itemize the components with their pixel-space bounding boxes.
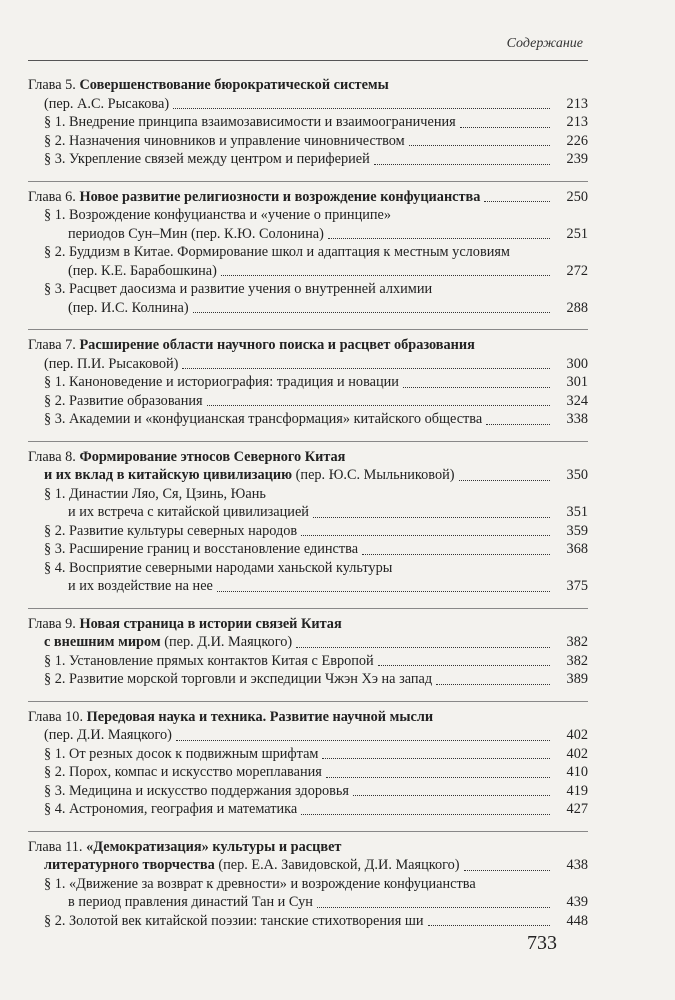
page-ref: 272 bbox=[566, 262, 588, 279]
page-ref: 351 bbox=[566, 504, 588, 520]
dot-leader bbox=[173, 107, 550, 109]
page-ref: 338 bbox=[566, 411, 588, 427]
dot-leader bbox=[484, 200, 550, 202]
page-ref: 300 bbox=[566, 355, 588, 372]
entry-title: (пер. Д.И. Маяцкого) bbox=[44, 727, 172, 743]
toc-chapter bbox=[28, 608, 588, 689]
page-ref: 226 bbox=[566, 132, 588, 149]
entry-title: и их воздействие на нее bbox=[68, 578, 213, 594]
page-ref: 301 bbox=[566, 374, 588, 390]
page-ref: 402 bbox=[566, 727, 588, 743]
toc-entry bbox=[28, 782, 588, 801]
page-ref: 382 bbox=[566, 634, 588, 650]
entry-title: в период правления династий Тан и Сун bbox=[68, 894, 313, 910]
toc-entry-text bbox=[44, 522, 297, 541]
toc-entry bbox=[28, 113, 588, 132]
page-ref: 368 bbox=[566, 541, 588, 557]
chapter-title: Передовая наука и техника. Развитие научной мысли bbox=[86, 708, 434, 725]
entry-title: § 1. Возрождение конфуцианства и «учение о принципе» bbox=[44, 207, 392, 223]
entry-title: (пер. И.С. Колнина) bbox=[68, 299, 189, 316]
entry-title: (пер. К.Е. Барабошкина) bbox=[68, 262, 217, 279]
dot-leader bbox=[328, 237, 550, 239]
entry-title: § 3. Медицина и искусство поддержания здоровья bbox=[44, 782, 349, 799]
chapter-label: Глава 10. bbox=[28, 708, 87, 725]
dot-leader bbox=[322, 757, 550, 759]
toc-entry-text bbox=[44, 150, 370, 169]
toc-entry-text bbox=[44, 745, 318, 764]
toc-entry-text bbox=[44, 875, 476, 894]
entry-title: (пер. Ю.С. Мыльниковой) bbox=[292, 467, 455, 483]
chapter-title: «Демократизация» культуры и расцвет bbox=[86, 838, 342, 855]
toc-chapter bbox=[28, 181, 588, 318]
dot-leader bbox=[182, 367, 550, 369]
running-head: Содержание bbox=[506, 36, 583, 51]
toc-chapter bbox=[28, 701, 588, 819]
dot-leader bbox=[378, 664, 550, 666]
page-ref: 419 bbox=[566, 782, 588, 799]
toc-entry bbox=[28, 299, 588, 318]
toc-entry bbox=[28, 373, 588, 392]
page-ref: 439 bbox=[566, 894, 588, 910]
toc-entry-text bbox=[68, 299, 189, 318]
toc-entry bbox=[28, 410, 588, 429]
dot-leader bbox=[459, 479, 550, 481]
page-ref: 350 bbox=[566, 467, 588, 483]
toc-chapter-title bbox=[28, 76, 588, 95]
page-ref: 288 bbox=[566, 299, 588, 316]
toc-entry-text bbox=[44, 540, 358, 559]
chapter-label: Глава 11. bbox=[28, 838, 87, 855]
chapter-label: Глава 6. bbox=[28, 188, 80, 205]
entry-title: (пер. П.И. Рысаковой) bbox=[44, 355, 179, 372]
toc-entry bbox=[28, 485, 588, 504]
toc-entry bbox=[28, 577, 588, 596]
toc-entry bbox=[28, 243, 588, 262]
toc-entry-text bbox=[28, 188, 480, 207]
chapter-label: Глава 9. bbox=[28, 615, 80, 632]
page-ref: 250 bbox=[566, 188, 588, 205]
toc-entry-text bbox=[44, 912, 424, 931]
toc-entry-text bbox=[44, 132, 405, 151]
dot-leader bbox=[374, 163, 550, 165]
toc-entry-text bbox=[68, 262, 217, 281]
toc-entry-text bbox=[44, 95, 169, 114]
dot-leader bbox=[193, 311, 550, 313]
toc-entry bbox=[28, 466, 588, 485]
toc-entry-text bbox=[44, 373, 399, 392]
toc-entry-text bbox=[44, 355, 178, 374]
page-ref: 402 bbox=[566, 745, 588, 762]
entry-title: § 2. Назначения чиновников и управление чиновничеством bbox=[44, 132, 405, 149]
toc-entry-text bbox=[68, 577, 213, 596]
page-ref: 359 bbox=[566, 522, 588, 539]
toc-entry bbox=[28, 652, 588, 671]
toc-entry bbox=[28, 912, 588, 931]
dot-leader bbox=[317, 906, 550, 908]
chapter-label: Глава 7. bbox=[28, 337, 80, 353]
toc-entry bbox=[28, 726, 588, 745]
page-ref: 213 bbox=[566, 95, 588, 112]
page-ref: 375 bbox=[566, 578, 588, 594]
toc-entry bbox=[28, 893, 588, 912]
entry-title: § 2. Буддизм в Китае. Формирование школ и адаптация к местным условиям bbox=[44, 244, 510, 260]
entry-title: § 2. Развитие образования bbox=[44, 392, 203, 409]
chapter-title: и их вклад в китайскую цивилизацию bbox=[44, 467, 293, 483]
entry-title: § 3. Расширение границ и восстановление единства bbox=[44, 541, 359, 557]
toc-entry bbox=[28, 763, 588, 782]
toc-chapter-title bbox=[28, 838, 588, 857]
chapter-title: Расширение области научного поиска и расцвет образования bbox=[79, 337, 475, 353]
chapter-title: Новое развитие религиозности и возрождение конфуцианства bbox=[79, 188, 481, 205]
dot-leader bbox=[353, 794, 550, 796]
toc-entry-text bbox=[44, 485, 266, 504]
toc-entry-text bbox=[44, 800, 297, 819]
toc-entry bbox=[28, 503, 588, 522]
dot-leader bbox=[176, 739, 550, 741]
toc-entry-text bbox=[44, 280, 432, 299]
dot-leader bbox=[486, 423, 550, 425]
toc-chapter-title bbox=[28, 448, 588, 467]
chapter-title: Формирование этносов Северного Китая bbox=[79, 448, 346, 465]
dot-leader bbox=[326, 776, 550, 778]
chapter-title: литературного творчества bbox=[44, 857, 215, 873]
dot-leader bbox=[301, 813, 550, 815]
page-ref: 410 bbox=[566, 764, 588, 780]
toc-chapter-title bbox=[28, 336, 588, 355]
toc-entry-text bbox=[44, 782, 349, 801]
entry-title: § 2. Порох, компас и искусство мореплавания bbox=[44, 764, 322, 780]
entry-title: § 3. Академии и «конфуцианская трансформация» китайского общества bbox=[44, 411, 483, 427]
page-ref: 213 bbox=[566, 114, 588, 130]
dot-leader bbox=[403, 386, 550, 388]
page-ref: 427 bbox=[566, 801, 588, 817]
header-rule bbox=[28, 60, 588, 61]
toc-entry-text bbox=[44, 726, 172, 745]
toc-entry-text bbox=[28, 615, 342, 634]
toc-entry-text bbox=[44, 392, 203, 411]
toc-entry-text bbox=[44, 670, 432, 689]
entry-title: § 3. Укрепление связей между центром и периферией bbox=[44, 151, 370, 167]
page-ref: 324 bbox=[566, 392, 588, 409]
chapter-title: с внешним миром bbox=[44, 634, 161, 650]
toc-entry bbox=[28, 280, 588, 299]
toc-entry-text bbox=[68, 893, 313, 912]
toc-entry-text bbox=[44, 410, 482, 429]
toc-chapter-title bbox=[28, 708, 588, 727]
page-ref: 389 bbox=[566, 671, 588, 687]
dot-leader bbox=[301, 534, 550, 536]
dot-leader bbox=[428, 924, 550, 926]
toc-entry-text bbox=[44, 856, 460, 875]
entry-title: и их встреча с китайской цивилизацией bbox=[68, 504, 309, 520]
dot-leader bbox=[409, 144, 550, 146]
entry-title: (пер. А.С. Рысакова) bbox=[44, 95, 170, 112]
dot-leader bbox=[464, 869, 550, 871]
entry-title: § 2. Развитие культуры северных народов bbox=[44, 522, 298, 539]
entry-title: периодов Сун–Мин (пер. К.Ю. Солонина) bbox=[68, 225, 324, 242]
page-number: 733 bbox=[527, 932, 557, 954]
chapter-title: Совершенствование бюрократической системы bbox=[79, 77, 389, 93]
toc-entry bbox=[28, 95, 588, 114]
toc-chapter-title bbox=[28, 615, 588, 634]
entry-title: § 2. Золотой век китайской поэзии: танские стихотворения ши bbox=[44, 912, 424, 929]
dot-leader bbox=[207, 404, 550, 406]
toc-entry bbox=[28, 225, 588, 244]
toc-entry bbox=[28, 559, 588, 578]
entry-title: § 1. «Движение за возврат к древности» и возрождение конфуцианства bbox=[44, 875, 476, 892]
toc-chapter-title bbox=[28, 188, 588, 207]
entry-title: (пер. Е.А. Завидовской, Д.И. Маяцкого) bbox=[214, 857, 460, 873]
page-ref: 438 bbox=[566, 857, 588, 873]
toc-entry bbox=[28, 875, 588, 894]
toc-entry bbox=[28, 856, 588, 875]
chapter-label: Глава 5. bbox=[28, 77, 80, 93]
toc-entry-text bbox=[68, 225, 324, 244]
toc-entry-text bbox=[44, 652, 374, 671]
toc-chapter bbox=[28, 441, 588, 596]
toc-entry bbox=[28, 633, 588, 652]
toc-entry-text bbox=[28, 76, 389, 95]
chapter-title: Новая страница в истории связей Китая bbox=[79, 615, 342, 632]
toc-entry bbox=[28, 670, 588, 689]
toc-entry-text bbox=[28, 838, 341, 857]
toc-entry-text bbox=[44, 113, 456, 132]
dot-leader bbox=[436, 683, 550, 685]
entry-title: § 1. Внедрение принципа взаимозависимости и взаимоограничения bbox=[44, 114, 456, 130]
entry-title: § 1. От резных досок к подвижным шрифтам bbox=[44, 745, 319, 762]
page-ref: 239 bbox=[566, 151, 588, 167]
toc-chapter bbox=[28, 76, 588, 169]
entry-title: § 1. Каноноведение и историография: традиция и новации bbox=[44, 374, 399, 390]
toc-entry bbox=[28, 522, 588, 541]
table-of-contents bbox=[28, 76, 588, 942]
toc-entry bbox=[28, 540, 588, 559]
dot-leader bbox=[362, 553, 550, 555]
entry-title: § 1. Установление прямых контактов Китая с Европой bbox=[44, 652, 374, 669]
toc-chapter bbox=[28, 329, 588, 429]
toc-entry bbox=[28, 206, 588, 225]
toc-entry-text bbox=[44, 466, 455, 485]
page-ref: 251 bbox=[566, 225, 588, 242]
toc-entry bbox=[28, 132, 588, 151]
dot-leader bbox=[217, 590, 550, 592]
entry-title: § 4. Астрономия, география и математика bbox=[44, 801, 298, 817]
entry-title: § 1. Династии Ляо, Ся, Цзинь, Юань bbox=[44, 485, 266, 502]
page-ref: 382 bbox=[566, 652, 588, 669]
toc-entry bbox=[28, 745, 588, 764]
toc-entry-text bbox=[68, 503, 309, 522]
entry-title: § 3. Расцвет даосизма и развитие учения о внутренней алхимии bbox=[44, 281, 433, 297]
toc-entry bbox=[28, 800, 588, 819]
toc-entry-text bbox=[28, 708, 433, 727]
toc-entry-text bbox=[44, 243, 510, 262]
toc-chapter bbox=[28, 831, 588, 931]
toc-entry bbox=[28, 150, 588, 169]
toc-entry-text bbox=[44, 206, 391, 225]
entry-title: (пер. Д.И. Маяцкого) bbox=[160, 634, 293, 650]
toc-entry bbox=[28, 262, 588, 281]
toc-entry-text bbox=[44, 633, 292, 652]
dot-leader bbox=[460, 126, 550, 128]
toc-entry bbox=[28, 355, 588, 374]
toc-entry-text bbox=[44, 763, 322, 782]
toc-entry-text bbox=[28, 448, 345, 467]
toc-entry bbox=[28, 392, 588, 411]
chapter-label: Глава 8. bbox=[28, 448, 80, 465]
entry-title: § 4. Восприятие северными народами ханьской культуры bbox=[44, 559, 393, 576]
toc-entry-text bbox=[28, 336, 475, 355]
page-ref: 448 bbox=[566, 912, 588, 929]
dot-leader bbox=[221, 274, 550, 276]
toc-entry-text bbox=[44, 559, 392, 578]
dot-leader bbox=[296, 646, 550, 648]
entry-title: § 2. Развитие морской торговли и экспедиции Чжэн Хэ на запад bbox=[44, 671, 433, 687]
dot-leader bbox=[313, 516, 550, 518]
